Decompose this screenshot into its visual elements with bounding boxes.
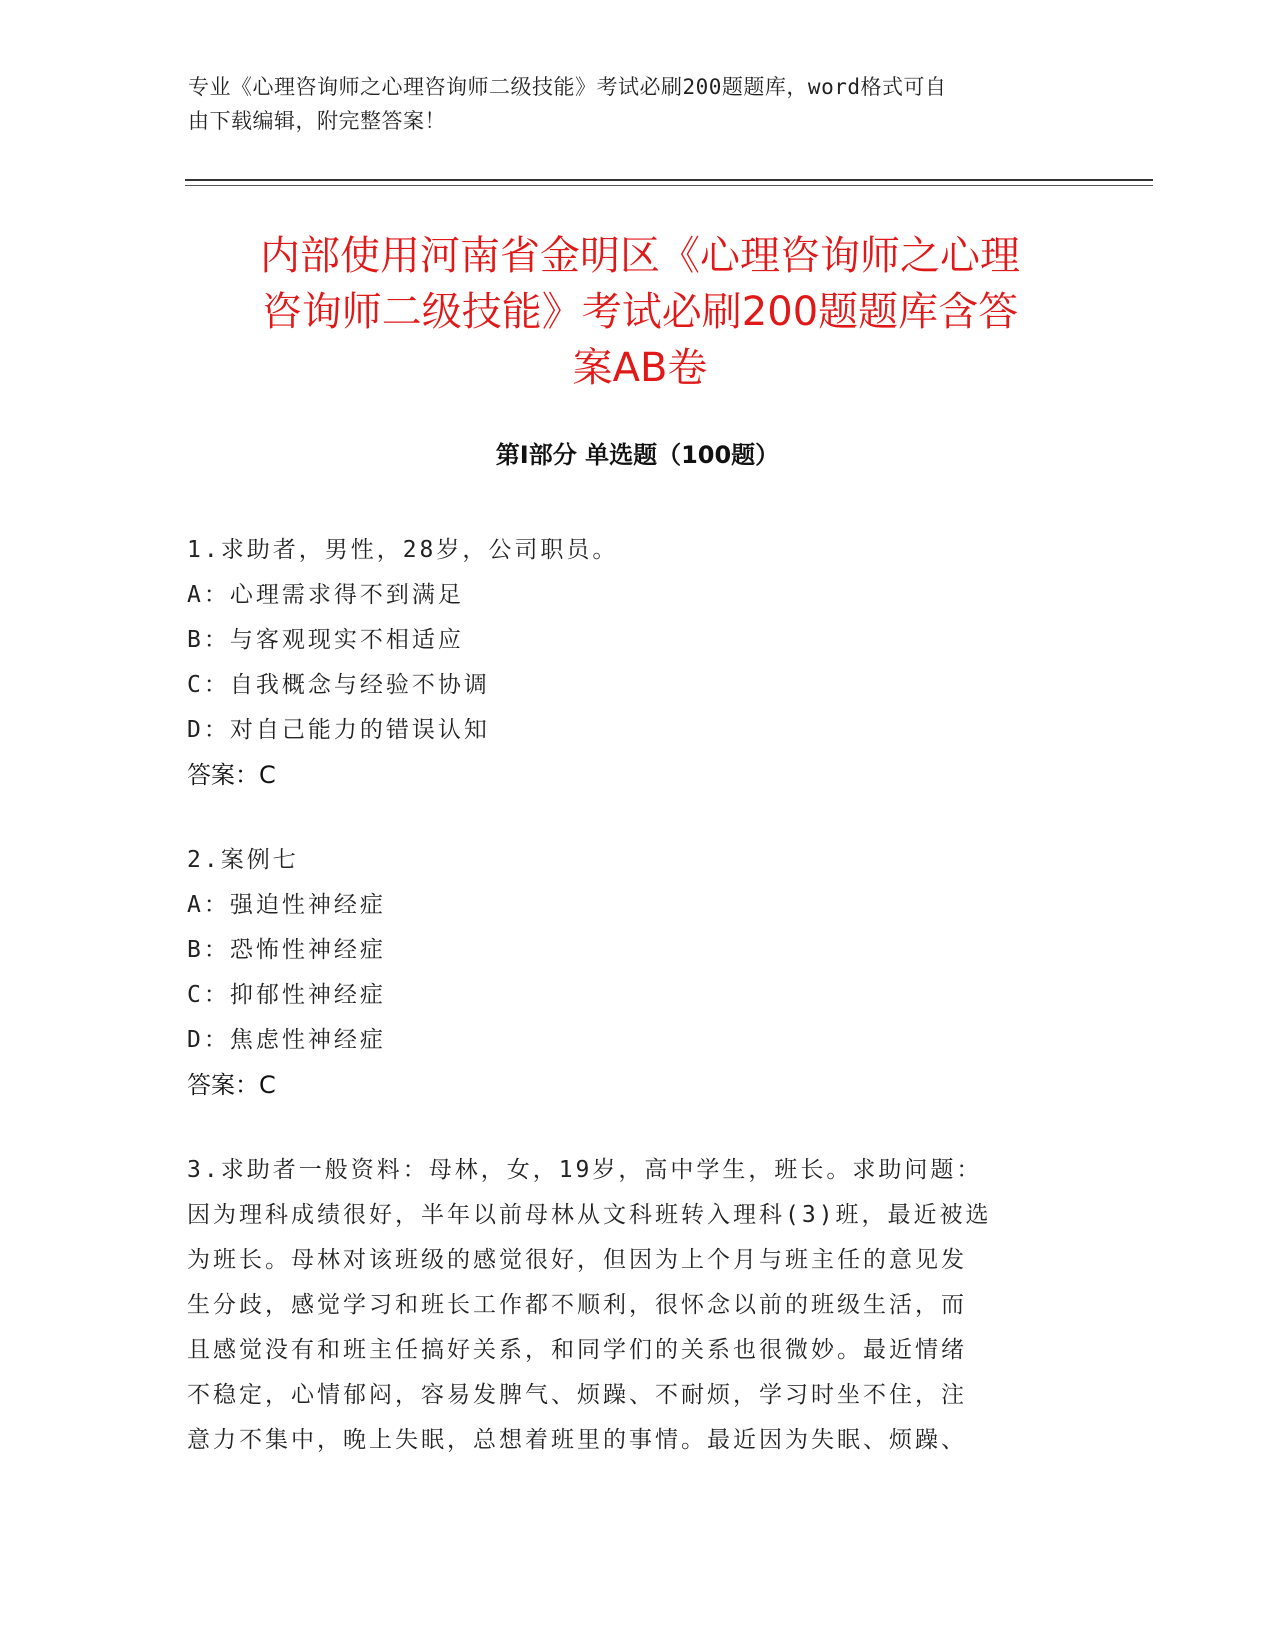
question-stem-line: 不稳定，心情郁闷，容易发脾气、烦躁、不耐烦，学习时坐不住，注	[187, 1382, 967, 1408]
question-item	[187, 838, 1067, 1108]
question-stem: 2.案例七	[187, 847, 299, 873]
question-stem-line: 生分歧，感觉学习和班长工作都不顺利，很怀念以前的班级生活，而	[187, 1292, 967, 1318]
document-title-line: 咨询师二级技能》考试必刷200题题库含答	[261, 289, 1019, 335]
question-stem: 1.求助者，男性，28岁，公司职员。	[187, 537, 619, 563]
option-a: A：强迫性神经症	[187, 892, 386, 918]
option-b: B：恐怖性神经症	[187, 937, 386, 963]
question-item	[187, 528, 1067, 798]
answer: 答案：C	[187, 761, 276, 789]
header-note	[188, 70, 1068, 138]
document-title-line: 内部使用河南省金明区《心理咨询师之心理	[260, 233, 1020, 279]
document-title-line: 案AB卷	[572, 345, 708, 391]
header-note-line: 由下载编辑，附完整答案！	[188, 109, 446, 133]
question-stem-line: 为班长。母林对该班级的感觉很好，但因为上个月与班主任的意见发	[187, 1247, 967, 1273]
question-stem-line: 因为理科成绩很好，半年以前母林从文科班转入理科(3)班，最近被选	[187, 1202, 992, 1228]
question-stem-line: 且感觉没有和班主任搞好关系，和同学们的关系也很微妙。最近情绪	[187, 1337, 967, 1363]
option-d: D：焦虑性神经症	[187, 1027, 386, 1053]
option-c: C：自我概念与经验不协调	[187, 672, 490, 698]
option-a: A：心理需求得不到满足	[187, 582, 464, 608]
question-stem-line: 3.求助者一般资料：母林，女，19岁，高中学生，班长。求助问题：	[187, 1157, 983, 1183]
question-stem-line: 意力不集中，晚上失眠，总想着班里的事情。最近因为失眠、烦躁、	[187, 1427, 967, 1453]
question-item	[187, 1148, 1067, 1463]
document-title	[160, 228, 1120, 396]
header-note-line: 专业《心理咨询师之心理咨询师二级技能》考试必刷200题题库，word格式可自	[188, 75, 947, 99]
header-divider-thick	[185, 179, 1153, 181]
question-list	[187, 528, 1067, 1503]
section-heading: 第Ⅰ部分 单选题（100题）	[495, 441, 780, 469]
header-divider-thin	[185, 185, 1153, 186]
option-b: B：与客观现实不相适应	[187, 627, 464, 653]
option-d: D：对自己能力的错误认知	[187, 717, 490, 743]
option-c: C：抑郁性神经症	[187, 982, 386, 1008]
answer: 答案：C	[187, 1071, 276, 1099]
